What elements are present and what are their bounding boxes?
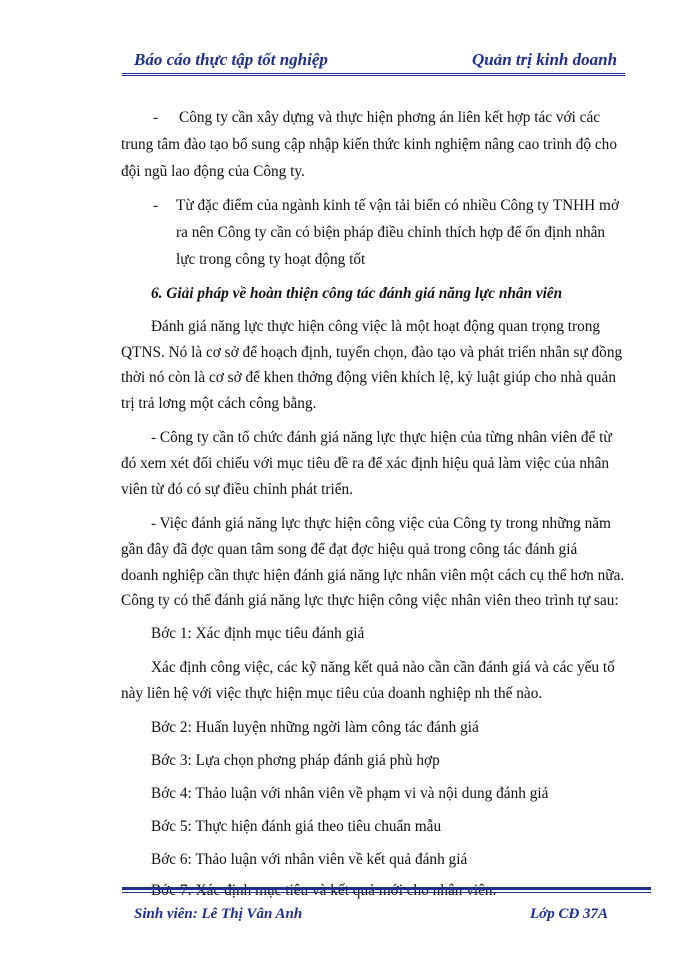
paragraph-line: trung tâm đào tạo bổ sung cập nhập kiến thức kinh nghiệm nâng cao trình độ cho — [121, 136, 617, 153]
step-line: Bớc 4: Thảo luận với nhân viên về phạm vi và nội dung đánh giá — [151, 785, 549, 802]
header-rule-secondary — [122, 75, 625, 76]
footer-rule — [122, 887, 651, 890]
step-line: Bớc 3: Lựa chọn phơng pháp đánh giá phù hợp — [151, 752, 440, 769]
paragraph-line: - Việc đánh giá năng lực thực hiện công việc của Công ty trong những năm — [151, 515, 611, 532]
footer-student-name: Sinh viên: Lê Thị Vân Anh — [134, 906, 303, 922]
paragraph-line: lực trong công ty hoạt động tốt — [176, 251, 366, 268]
paragraph-line: doanh nghiệp cần thực hiện đánh giá năng lực nhân viên một cách cụ thể hơn nữa. — [121, 567, 625, 584]
paragraph-line: Công ty có thể đánh giá năng lực thực hiện công việc nhân viên theo trình tự sau: — [121, 592, 619, 609]
paragraph-line: Đánh giá năng lực thực hiện công việc là một hoạt động quan trọng trong — [151, 318, 601, 335]
step-line: Bớc 6: Thảo luận với nhân viên về kết quả đánh giá — [151, 851, 468, 868]
header-subject: Quản trị kinh doanh — [472, 50, 618, 69]
paragraph-line: Từ đặc điểm của ngành kinh tế vận tải biển có nhiều Công ty TNHH mở — [176, 197, 620, 214]
paragraph-line: gần đây đã đợc quan tâm song để đạt đợc hiệu quả trong công tác đánh giá — [121, 541, 578, 558]
paragraph-line: ra nên Công ty cần có biện pháp điều chỉnh thích hợp để ổn định nhân — [176, 224, 606, 241]
bullet-dash: - — [153, 197, 159, 214]
paragraph-line: Xác định công việc, các kỹ năng kết quả nào cần cần đánh giá và các yếu tố — [151, 659, 615, 676]
header-rule — [122, 73, 625, 74]
step-line: Bớc 2: Huấn luyện những ngời làm công tác đánh giá — [151, 719, 479, 736]
paragraph-line: đó xem xét đối chiếu với mục tiêu đề ra để xác định hiệu quả làm việc của nhân — [121, 455, 610, 472]
paragraph-line: trị trả lơng một cách công bằng. — [121, 395, 317, 412]
footer-rule-secondary — [122, 892, 651, 893]
paragraph-line: đội ngũ lao động của Công ty. — [121, 163, 305, 180]
bullet-dash: - — [153, 109, 159, 126]
paragraph-line: - Công ty cần tổ chức đánh giá năng lực thực hiện của từng nhân viên để từ — [151, 429, 612, 446]
paragraph-line: này liên hệ với việc thực hiện mục tiêu của doanh nghiệp nh thế nào. — [121, 685, 543, 702]
section-heading: 6. Giải pháp về hoàn thiện công tác đánh giá năng lực nhân viên — [151, 285, 563, 302]
step-line: Bớc 1: Xác định mục tiêu đánh giá — [151, 625, 365, 642]
paragraph-line: viên từ đó có sự điều chỉnh phát triển. — [121, 481, 353, 498]
paragraph-line: QTNS. Nó là cơ sở để hoạch định, tuyển chọn, đào tạo và phát triển nhân sự đồng — [121, 344, 623, 361]
paragraph-line: Công ty cần xây dựng và thực hiện phơng án liên kết hợp tác với các — [179, 109, 601, 126]
footer-class-name: Lớp CĐ 37A — [530, 906, 609, 922]
step-line: Bớc 7: Xác định mục tiêu và kết quả mới cho nhân viên. — [151, 882, 497, 899]
step-line: Bớc 5: Thực hiện đánh giá theo tiêu chuẩn mẫu — [151, 818, 442, 835]
paragraph-line: thời nó còn là cơ sở để khen thởng động viên khích lệ, kỷ luật giúp cho nhà quản — [121, 369, 616, 386]
header-report-title: Báo cáo thực tập tốt nghiệp — [134, 50, 328, 69]
